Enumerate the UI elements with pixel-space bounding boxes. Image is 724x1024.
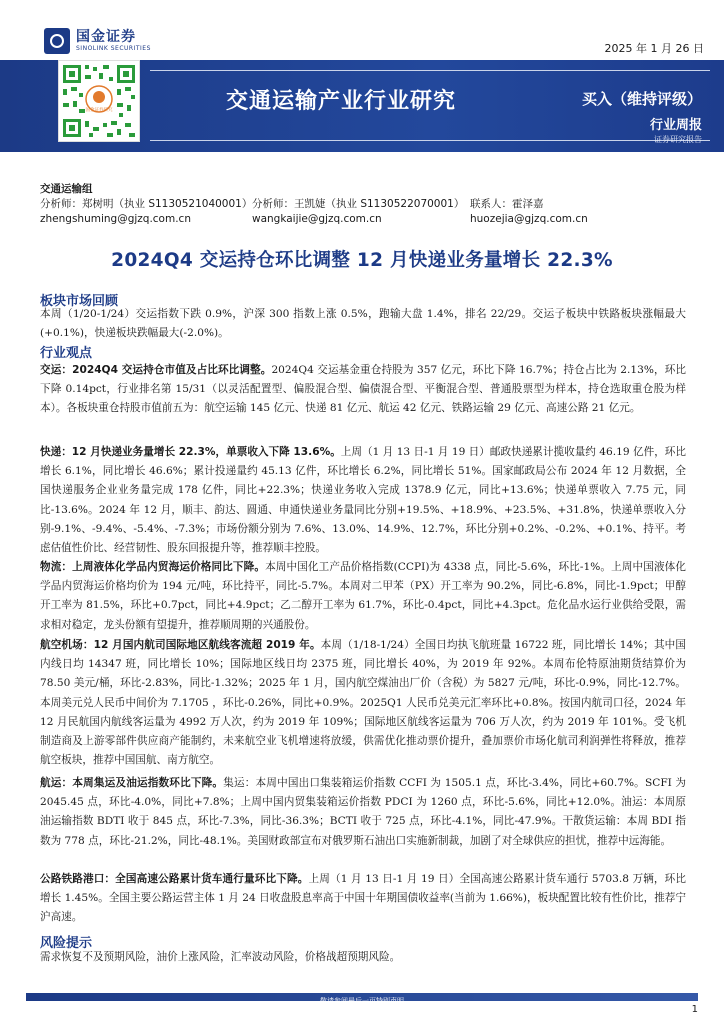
qr-code-icon [58, 60, 140, 142]
analyst-1-email[interactable]: zhengshuming@gjzq.com.cn [40, 213, 191, 225]
analyst-2-name: 分析师：王凯婕（执业 S1130522070001） [252, 198, 465, 210]
view-paragraph-transport [40, 361, 686, 419]
analyst-emails-row [40, 212, 588, 227]
view-text-logistics: 本周中国化工产品价格指数(CCPI)为 4338 点，同比-5.6%，环比-1%。上周中国液体化学品内贸海运价格均价为 194 元/吨，环比持平，同比-5.7%。本周对二甲苯（PX）开工率为 90.2%，同比-6.8%，同比-1.9pct；甲醇开工率为 81.5%，环比+0.7pct，同比+4.9pct；乙二醇开工率为 61.7%，环比-0.4pct，同比+4.3pct。危化品水运行业供给受限，需求相对稳定，龙头份额有望提升，推荐顺周期的兴通股份。 [40, 561, 686, 631]
market-review-text: 本周（1/20-1/24）交运指数下跌 0.9%，沪深 300 指数上涨 0.5%，跑输大盘 1.4%，排名 22/29。交运子板块中铁路板块涨幅最大(+0.1%)，快递板块跌幅最大(-2.0%)。 [40, 308, 686, 340]
view-text-express: 上周（1 月 13 日-1 月 19 日）邮政快递累计揽收量约 46.19 亿件，环比增长 6.1%，同比增长 46.6%；累计投递量约 45.13 亿件，环比增长 6.2%，同比增长 51%。国家邮政局公布 2024 年 12 月数据，全国快递服务企业业务量完成 178 亿件，同比+22.3%；快递业务收入完成 1378.9 亿元，同比+13.6%；快递单票收入 7.75 元，同比-13.6%。2024 年 12 月，顺丰、韵达、圆通、申通快递业务量同比分别+19.5%、+18.9%、+23.5%、+31.8%，快递单票收入分别-9.1%、-9.4%、-5.4%、-7.3%；市场份额分别为 7.6%、13.0%、14.9%、12.7%，环比分别+0.2%、-0.2%、+0.1%、持平。考虑估值性价比、经营韧性、股东回报提升等，推荐顺丰控股。 [40, 446, 686, 555]
view-heading-express: 快递：12 月快递业务量增长 22.3%，单票收入下降 13.6%。 [40, 446, 341, 458]
report-type: 行业周报 [649, 118, 702, 133]
logo-chinese-name: 国金证券 [76, 29, 136, 45]
rating-label: 买入（维持评级） [581, 90, 702, 108]
sinolink-logo-icon [44, 28, 70, 54]
contact-name: 联系人：霍泽嘉 [470, 198, 544, 210]
disclaimer-note[interactable]: 敬请参阅最后一页特别声明 [320, 997, 404, 1005]
view-heading-highway: 公路铁路港口：全国高速公路累计货车通行量环比下降。 [40, 873, 309, 885]
report-header [0, 0, 724, 178]
page-number: 1 [691, 1004, 698, 1015]
view-text-shipping: 集运：本周中国出口集装箱运价指数 CCFI 为 1505.1 点，环比-3.4%，同比+60.7%。SCFI 为 2045.45 点，环比-4.0%，同比+7.8%；上周中国内贸集装箱运价指数 PDCI 为 1260 点，环比-5.6%，同比+12.0%。油运：本周原油运输指数 BDTI 收于 845 点，环比-7.3%，同比-36.3%；BCTI 收于 725 点，环比-4.1%，同比-47.9%。干散货运输：本周 BDI 指数为 778 点，环比-21.2%，同比-48.1%。美国财政部宣布对俄罗斯石油出口实施新制裁，加剧了对全球供应的担忧，推荐中远海能。 [40, 777, 687, 847]
view-heading-transport: 交运：2024Q4 交运持仓市值及占比环比调整。 [40, 364, 272, 376]
section-title-market-review: 板块市场回顾 [40, 294, 119, 309]
analyst-names-row [40, 197, 588, 212]
contact-email[interactable]: huozejia@gjzq.com.cn [470, 213, 588, 225]
view-paragraph-logistics [40, 558, 686, 635]
research-group: 交通运输组 [40, 183, 93, 195]
band-decor-line [150, 140, 710, 141]
risk-text: 需求恢复不及预期风险，油价上涨风险，汇率波动风险，价格战超预期风险。 [40, 951, 401, 963]
section-title-views: 行业观点 [40, 346, 93, 361]
logo-english-name: SINOLINK SECURITIES [76, 45, 151, 52]
qr-caption: 国金证券研究 [85, 108, 113, 113]
industry-title: 交通运输产业行业研究 [226, 89, 457, 114]
band-decor-line [150, 70, 710, 71]
brand-logo [44, 28, 151, 54]
view-heading-shipping: 航运：本周集运及油运指数环比下降。 [40, 777, 224, 789]
view-heading-aviation: 航空机场：12 月国内航司国际地区航线客流超 2019 年。 [40, 639, 321, 651]
analyst-2-email[interactable]: wangkaijie@gjzq.com.cn [252, 213, 382, 225]
section-title-risks: 风险提示 [40, 936, 93, 951]
analyst-1-name: 分析师：郑树明（执业 S1130521040001） [40, 198, 253, 210]
view-paragraph-express [40, 443, 686, 558]
view-text-transport: 2024Q4 交运基金重仓持股为 357 亿元，环比下降 16.7%；持仓占比为 2.13%，环比下降 0.14pct，行业排名第 15/31（以灵活配置型、偏股混合型、偏债混合型、平衡混合型、普通股票型为样本，持仓选取重仓股为样本）。各板块重仓持股市值前五为：航空运输 145 亿元、快递 81 亿元、航运 42 亿元、铁路运输 29 亿元、高速公路 21 亿元。 [40, 364, 686, 415]
report-date: 2025 年 1 月 26 日 [604, 42, 704, 55]
view-text-aviation: 本周（1/18-1/24）全国日均执飞航班量 16722 班，同比增长 14%；其中国内线日均 14347 班，同比增长 10%；国际地区线日均 2375 班，同比增长 40%，为 2019 年 92%。本周布伦特原油期货结算价为 78.50 美元/桶，环比-2.83%，同比-1.32%；2025 年 1 月，国内航空煤油出厂价（含税）为 5827 元/吨，环比-0.9%，同比-12.7%。本周美元兑人民币中间价为 7.1705 ，环比-0.26%，同比+0.9%。2025Q1 人民币兑美元汇率环比+0.8%。按国内航司口径，2024 年 12 月民航国内航线客运量为 4992 万人次，约为 2019 年 109%；国际地区航线客运量为 706 万人次，约为 2019 年 101%。受飞机制造商及上游零部件供应商产能制约，未来航空业飞机增速将放缓，供需优化推动票价提升，叠加票价市场化航司利润弹性将释放，推荐航空板块，推荐中国国航、南方航空。 [40, 639, 686, 767]
view-paragraph-highway [40, 870, 686, 928]
view-paragraph-shipping [40, 774, 686, 851]
view-heading-logistics: 物流：上周液体化学品内贸海运价格同比下降。 [40, 561, 266, 573]
report-subtype: 证券研究报告 [654, 135, 702, 144]
report-headline: 2024Q4 交运持仓环比调整 12 月快递业务量增长 22.3% [111, 250, 613, 271]
view-text-highway: 上周（1 月 13 日-1 月 19 日）全国高速公路累计货车通行 5703.8 万辆，环比增长 1.45%。全国主要公路运营主体 1 月 24 日收盘股息率高于中国十年期国债收益率(当前为 1.66%)，板块配置比较有性价比，推荐宁沪高速。 [40, 873, 687, 924]
analyst-block [40, 182, 588, 227]
view-paragraph-aviation [40, 636, 686, 770]
